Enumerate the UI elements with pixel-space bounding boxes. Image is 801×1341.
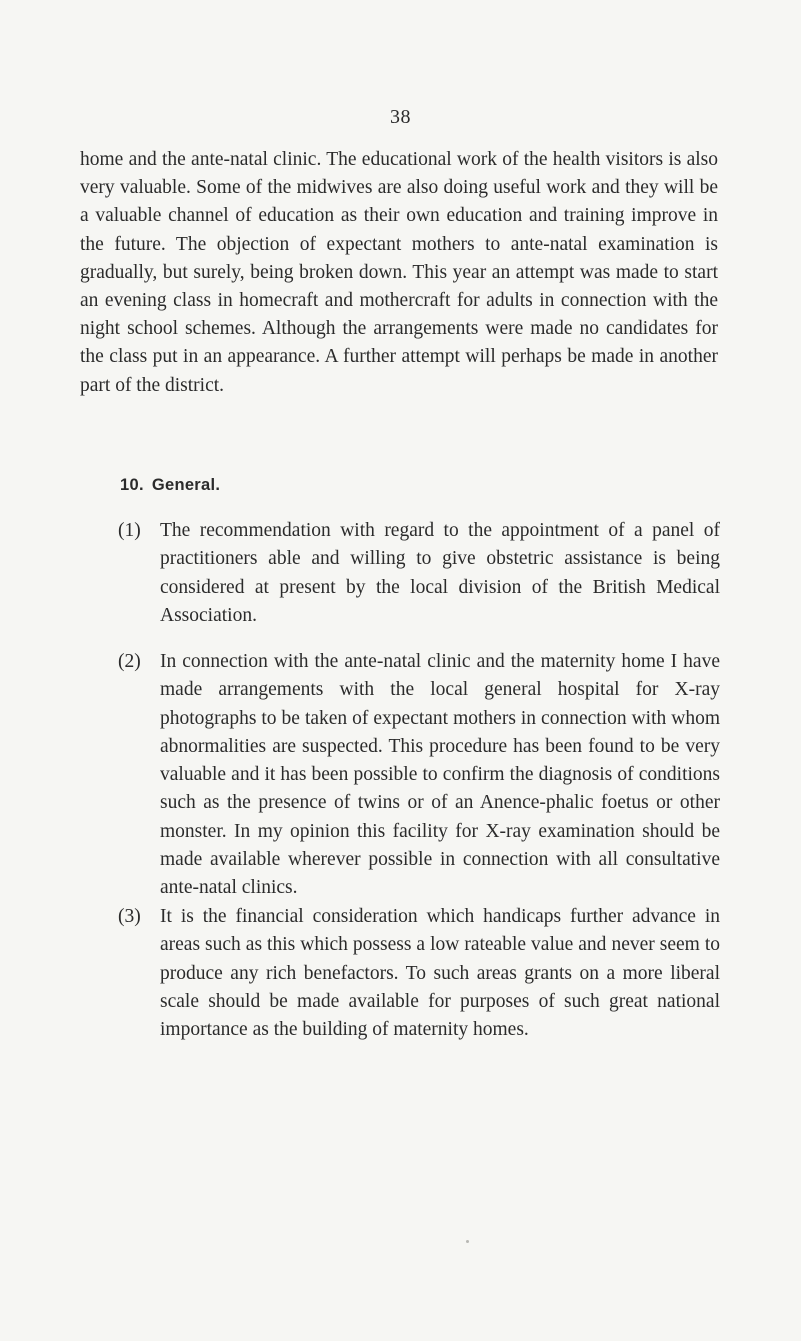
list-item — [118, 648, 720, 903]
list-item — [118, 517, 720, 630]
item-marker: (3) — [118, 906, 141, 927]
list-item — [118, 903, 720, 1044]
section-number: 10. — [120, 476, 144, 494]
item-text: In connection with the ante-natal clinic and the maternity home I have made arrangements with the local general hospital for X-ray photographs to be taken of expectant mothers in connection with whom abnormalities are suspected. This procedure has been found to be very valuable and it has been possible to confirm the diagnosis of conditions such as the presence of twins or of an Anence-phalic foetus or other monster. In my opinion this facility for X-ray examination should be made available wherever possible in connection with all consultative ante-natal clinics. — [160, 651, 720, 899]
item-text: The recommendation with regard to the appointment of a panel of practitioners able and willing to give obstetric assistance is being considered at present by the local division of the British Medical Association. — [160, 520, 720, 626]
section-heading — [120, 476, 220, 495]
item-text: It is the financial consideration which handicaps further advance in areas such as this which possess a low rateable value and never seem to produce any rich benefactors. To such areas grants on a more liberal scale should be made available for purposes of such great national importance as the building of maternity homes. — [160, 906, 720, 1041]
item-marker: (1) — [118, 520, 141, 541]
intro-paragraph: home and the ante-natal clinic. The educational work of the health visitors is also very valuable. Some of the midwives are also doing useful work and they will be a valuable channel of education as their own education and training improve in the future. The objection of expectant mothers to ante-natal examination is gradually, but surely, being broken down. This year an attempt was made to start an evening class in homecraft and mothercraft for adults in connection with the night school schemes. Although the arrangements were made no candidates for the class put in an appearance. A further attempt will perhaps be made in another part of the district. — [80, 149, 718, 396]
item-marker: (2) — [118, 651, 141, 672]
section-title: General. — [151, 476, 221, 494]
paper-speck — [466, 1240, 469, 1243]
page-number: 38 — [390, 106, 411, 128]
